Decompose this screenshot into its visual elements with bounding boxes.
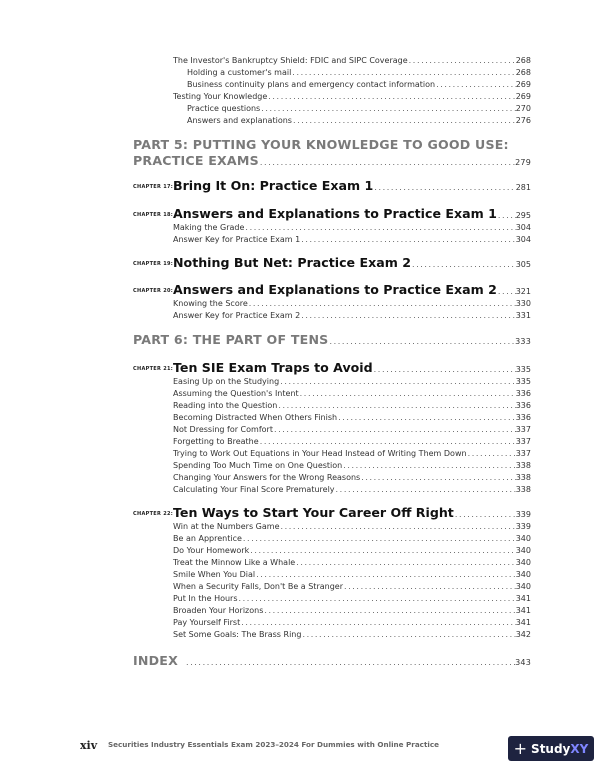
chapter-title: Answers and Explanations to Practice Exam 1 xyxy=(173,206,497,221)
chapter-title: Bring It On: Practice Exam 1 xyxy=(173,178,374,193)
toc-entry[interactable] xyxy=(173,235,531,244)
index-title: INDEX xyxy=(133,653,178,668)
toc-entry-title: Reading into the Question xyxy=(173,401,278,410)
part-heading[interactable] xyxy=(133,153,531,168)
toc-entry-title: Making the Grade xyxy=(173,223,245,232)
toc-entry-title: Answer Key for Practice Exam 1 xyxy=(173,235,301,244)
toc-entry-title: Do Your Homework xyxy=(173,546,250,555)
toc-entry-page: 341 xyxy=(515,594,531,603)
toc-entry-page: 338 xyxy=(515,461,531,470)
toc-entry-page: 270 xyxy=(515,104,531,113)
toc-entry-page: 269 xyxy=(515,80,531,89)
toc-entry-title: Trying to Work Out Equations in Your Head Instead of Writing Them Down xyxy=(173,449,467,458)
toc-entry-page: 340 xyxy=(515,546,531,555)
chapter-page: 281 xyxy=(515,183,531,192)
toc-entry[interactable] xyxy=(173,311,531,320)
toc-entry[interactable] xyxy=(187,80,531,89)
toc-entry-title: Practice questions xyxy=(187,104,261,113)
chapter-label: CHAPTER 18: xyxy=(133,212,174,218)
toc-entry-page: 340 xyxy=(515,558,531,567)
toc-entry[interactable] xyxy=(187,116,531,125)
chapter-page: 305 xyxy=(515,260,531,269)
toc-entry[interactable] xyxy=(173,630,531,639)
toc-entry-title: Assuming the Question's Intent xyxy=(173,389,299,398)
footer-book-title: Securities Industry Essentials Exam 2023–2024 For Dummies with Online Practice xyxy=(108,740,439,749)
toc-entry[interactable] xyxy=(173,401,531,410)
chapter-label: CHAPTER 19: xyxy=(133,261,174,267)
studyxy-logo xyxy=(508,736,594,761)
toc-entry-page: 268 xyxy=(515,68,531,77)
toc-entry-title: Win at the Numbers Game xyxy=(173,522,280,531)
toc-entry-page: 304 xyxy=(515,235,531,244)
toc-entry[interactable] xyxy=(173,534,531,543)
toc-entry[interactable] xyxy=(173,449,531,458)
part-title: PART 6: THE PART OF TENS xyxy=(133,332,329,347)
toc-entry[interactable] xyxy=(173,546,531,555)
chapter-heading[interactable] xyxy=(173,360,531,375)
toc-entry-title: Broaden Your Horizons xyxy=(173,606,264,615)
toc-entry-title: Answer Key for Practice Exam 2 xyxy=(173,311,301,320)
toc-entry-title: Changing Your Answers for the Wrong Reasons xyxy=(173,473,361,482)
toc-entry-title: Spending Too Much Time on One Question xyxy=(173,461,343,470)
toc-entry-page: 269 xyxy=(515,92,531,101)
toc-entry-title: Knowing the Score xyxy=(173,299,248,308)
toc-entry[interactable] xyxy=(173,522,531,531)
toc-entry[interactable] xyxy=(173,437,531,446)
toc-entry[interactable] xyxy=(187,68,531,77)
toc-entry-title: Set Some Goals: The Brass Ring xyxy=(173,630,302,639)
toc-entry[interactable] xyxy=(173,389,531,398)
logo-xy-text: XY xyxy=(570,741,589,756)
toc-entry-title: Testing Your Knowledge xyxy=(173,92,268,101)
toc-entry-title: The Investor's Bankruptcy Shield: FDIC and SIPC Coverage xyxy=(173,56,408,65)
chapter-page: 295 xyxy=(515,211,531,220)
toc-entry-page: 342 xyxy=(515,630,531,639)
toc-entry-title: Not Dressing for Comfort xyxy=(173,425,273,434)
chapter-title: Ten Ways to Start Your Career Off Right xyxy=(173,505,454,520)
toc-entry[interactable] xyxy=(173,473,531,482)
toc-entry-title: Answers and explanations xyxy=(187,116,292,125)
part-page: 333 xyxy=(515,337,531,346)
toc-entry[interactable] xyxy=(173,606,531,615)
chapter-label: CHAPTER 21: xyxy=(133,366,174,372)
toc-entry-page: 337 xyxy=(515,449,531,458)
toc-entry-title: When a Security Falls, Don't Be a Stranger xyxy=(173,582,343,591)
toc-entry-page: 335 xyxy=(515,377,531,386)
toc-entry[interactable] xyxy=(187,104,531,113)
toc-entry[interactable] xyxy=(173,56,531,65)
chapter-label: CHAPTER 17: xyxy=(133,184,174,190)
toc-entry-title: Pay Yourself First xyxy=(173,618,241,627)
part-heading[interactable] xyxy=(133,137,531,152)
toc-entry-page: 330 xyxy=(515,299,531,308)
toc-entry[interactable] xyxy=(173,461,531,470)
toc-entry[interactable] xyxy=(173,413,531,422)
toc-entry-page: 268 xyxy=(515,56,531,65)
toc-entry-page: 338 xyxy=(515,473,531,482)
index-heading[interactable] xyxy=(133,653,531,668)
toc-entry-page: 336 xyxy=(515,401,531,410)
toc-entry-page: 336 xyxy=(515,389,531,398)
plus-icon: + xyxy=(513,738,528,758)
toc-entry-page: 331 xyxy=(515,311,531,320)
toc-entry-page: 341 xyxy=(515,618,531,627)
part-page: 279 xyxy=(515,158,531,167)
chapter-title: Ten SIE Exam Traps to Avoid xyxy=(173,360,373,375)
toc-entry-page: 336 xyxy=(515,413,531,422)
toc-entry[interactable] xyxy=(173,558,531,567)
toc-entry-page: 276 xyxy=(515,116,531,125)
toc-entry-title: Easing Up on the Studying xyxy=(173,377,280,386)
toc-entry-title: Calculating Your Final Score Prematurely xyxy=(173,485,335,494)
chapter-title: Nothing But Net: Practice Exam 2 xyxy=(173,255,411,270)
chapter-label: CHAPTER 20: xyxy=(133,288,174,294)
toc-entry-title: Becoming Distracted When Others Finish xyxy=(173,413,338,422)
toc-entry[interactable] xyxy=(173,570,531,579)
toc-entry-title: Put In the Hours xyxy=(173,594,238,603)
chapter-page: 321 xyxy=(515,287,531,296)
toc-entry[interactable] xyxy=(173,299,531,308)
toc-entry[interactable] xyxy=(173,92,531,101)
toc-entry-page: 337 xyxy=(515,437,531,446)
toc-entry-page: 338 xyxy=(515,485,531,494)
toc-entry[interactable] xyxy=(173,485,531,494)
chapter-title: Answers and Explanations to Practice Exam 2 xyxy=(173,282,497,297)
toc-entry[interactable] xyxy=(173,223,531,232)
chapter-heading[interactable] xyxy=(173,178,531,193)
toc-entry-title: Treat the Minnow Like a Whale xyxy=(173,558,296,567)
logo-study-text: Study xyxy=(531,741,571,756)
index-page: 343 xyxy=(515,658,531,667)
toc-entry-title: Holding a customer's mail xyxy=(187,68,292,77)
toc-entry-page: 304 xyxy=(515,223,531,232)
toc-entry-page: 339 xyxy=(515,522,531,531)
toc-entry-page: 340 xyxy=(515,534,531,543)
chapter-heading[interactable] xyxy=(173,206,531,221)
toc-entry-page: 340 xyxy=(515,582,531,591)
toc-entry-page: 341 xyxy=(515,606,531,615)
toc-entry-title: Smile When You Dial xyxy=(173,570,256,579)
part-heading[interactable] xyxy=(133,332,531,347)
toc-entry-page: 337 xyxy=(515,425,531,434)
toc-entry[interactable] xyxy=(173,582,531,591)
toc-entry-title: Forgetting to Breathe xyxy=(173,437,259,446)
chapter-heading[interactable] xyxy=(173,505,531,520)
chapter-heading[interactable] xyxy=(173,255,531,270)
chapter-page: 339 xyxy=(515,510,531,519)
toc-entry[interactable] xyxy=(173,618,531,627)
toc-entry[interactable] xyxy=(173,377,531,386)
toc-entry[interactable] xyxy=(173,594,531,603)
toc-entry-title: Be an Apprentice xyxy=(173,534,242,543)
chapter-label: CHAPTER 22: xyxy=(133,511,174,517)
part-title-line2: PRACTICE EXAMS xyxy=(133,153,259,168)
chapter-heading[interactable] xyxy=(173,282,531,297)
chapter-page: 335 xyxy=(515,365,531,374)
toc-entry[interactable] xyxy=(173,425,531,434)
toc-entry-page: 340 xyxy=(515,570,531,579)
part-title-line1: PART 5: PUTTING YOUR KNOWLEDGE TO GOOD USE: xyxy=(133,137,509,152)
footer-page-number: xiv xyxy=(80,739,98,752)
toc-entry-title: Business continuity plans and emergency contact information xyxy=(187,80,436,89)
